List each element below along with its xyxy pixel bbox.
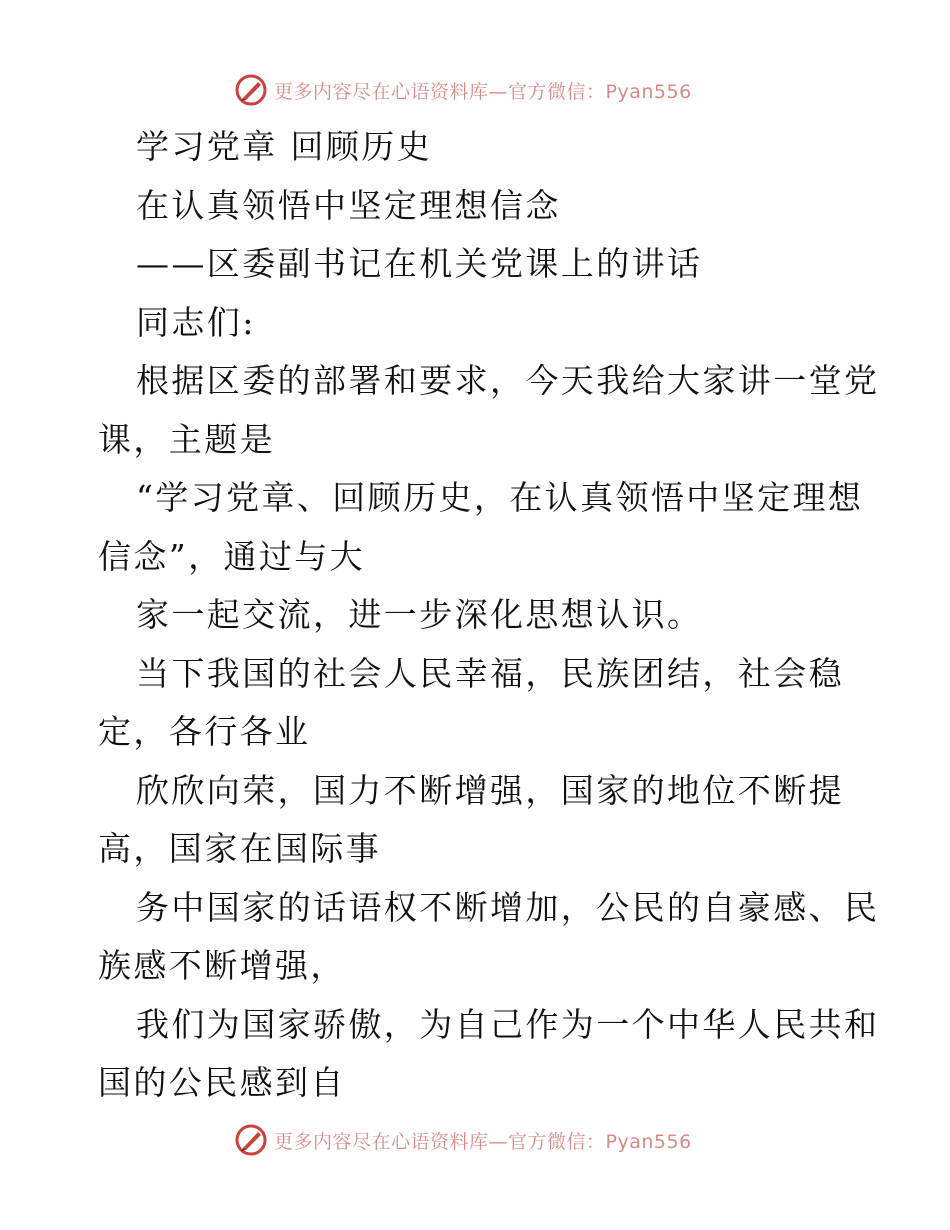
paragraph-line: 族感不断增强，: [98, 946, 346, 985]
header-watermark-banner: [234, 72, 692, 108]
watermark-text: 更多内容尽在心语资料库—官方微信：Pyan556: [274, 1130, 692, 1153]
paragraph-line: 定，各行各业: [98, 712, 311, 751]
doc-title: 学习党章 回顾历史: [136, 127, 433, 166]
paragraph-line: 欣欣向荣，国力不断增强，国家的地位不断提: [136, 770, 844, 810]
paragraph-line: 课，主题是: [98, 419, 275, 459]
paragraph-line: 根据区委的部署和要求，今天我给大家讲一堂党: [136, 361, 880, 400]
paragraph-line: 国的公民感到自: [98, 1063, 346, 1102]
paragraph-line: 务中国家的话语权不断增加，公民的自豪感、民: [136, 887, 880, 927]
paragraph-line: 当下我国的社会人民幸福，民族团结，社会稳: [136, 653, 844, 693]
paragraph-line: 高，国家在国际事: [98, 829, 382, 868]
footer-watermark-banner: [234, 1122, 692, 1158]
doc-subtitle: 在认真领悟中坚定理想信念: [136, 185, 561, 225]
paragraph-line: 我们为国家骄傲，为自己作为一个中华人民共和: [136, 1004, 880, 1044]
paragraph-line: 信念”，通过与大: [98, 536, 366, 576]
quill-logo-icon: [234, 1123, 268, 1157]
document-body: [98, 118, 880, 1113]
paragraph-line: 家一起交流，进一步深化思想认识。: [136, 595, 703, 634]
watermark-text: 更多内容尽在心语资料库—官方微信：Pyan556: [274, 80, 692, 103]
quill-logo-icon: [234, 73, 268, 107]
salutation: 同志们:: [136, 302, 256, 342]
doc-byline: ——区委副书记在机关党课上的讲话: [136, 244, 703, 283]
paragraph-line: “学习党章、回顾历史，在认真领悟中坚定理想: [136, 478, 864, 517]
